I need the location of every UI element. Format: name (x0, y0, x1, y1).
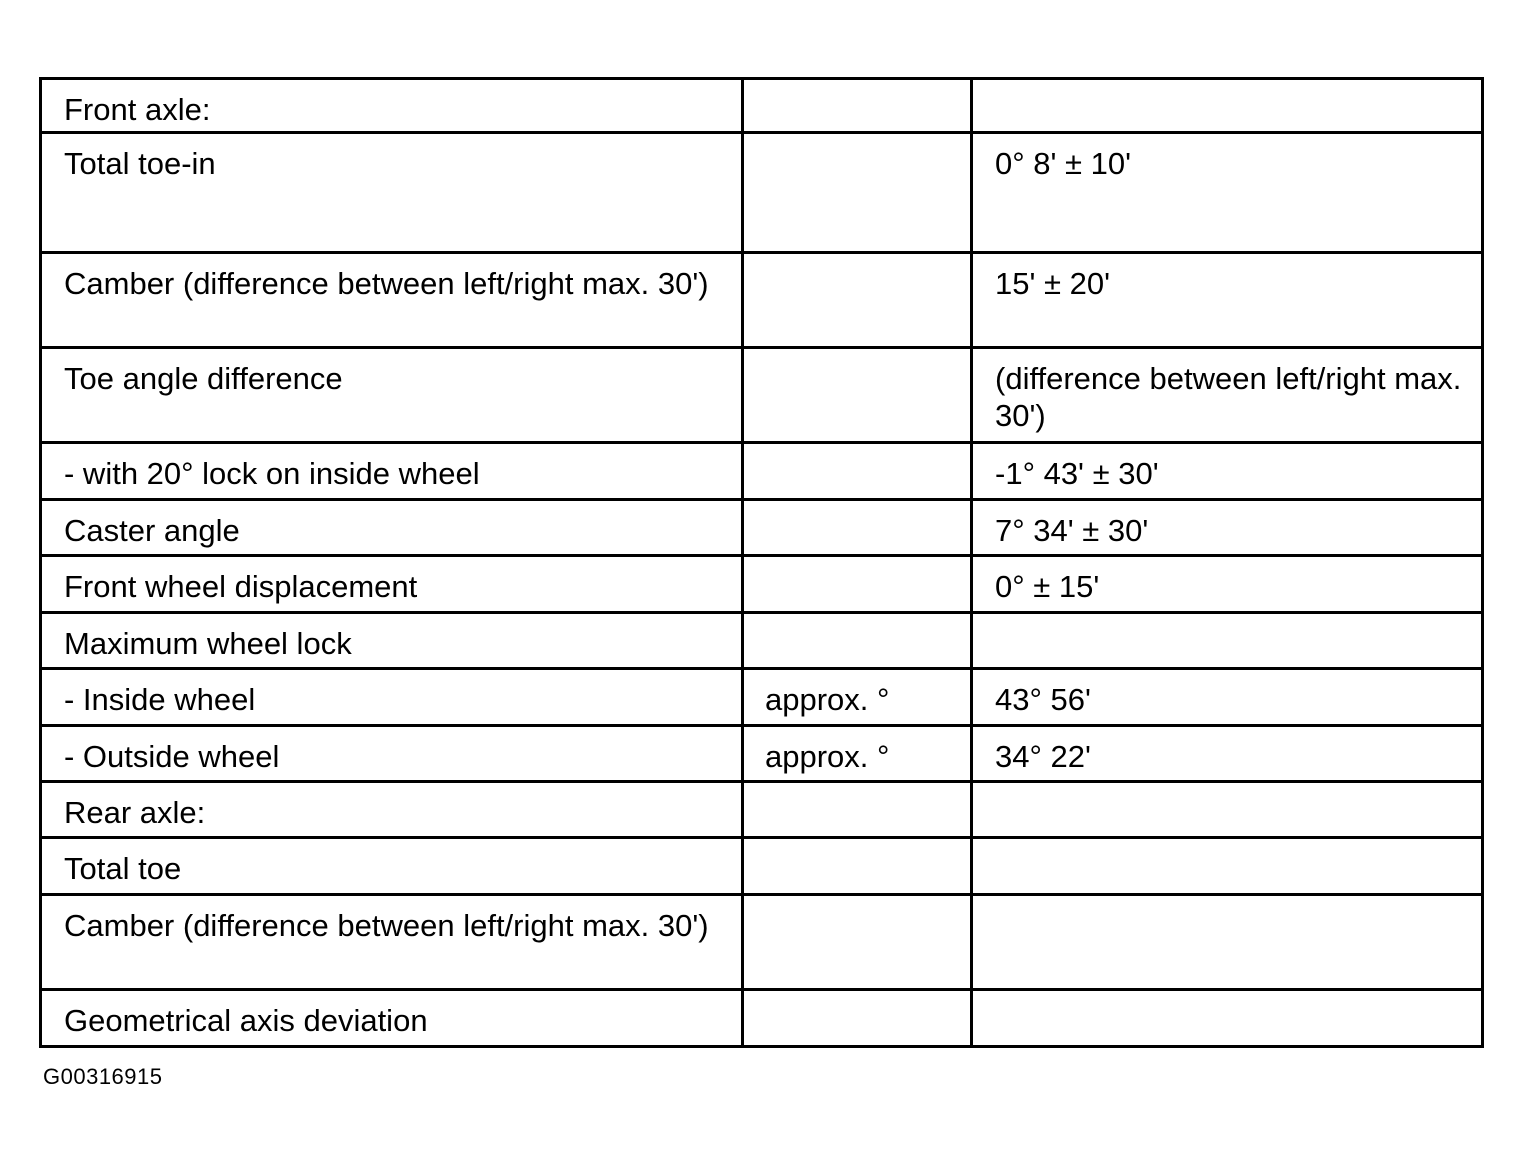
spec-label-cell: Camber (difference between left/right max. 30') (41, 253, 743, 348)
spec-label-cell: Total toe-in (41, 133, 743, 253)
spec-qualifier-cell: approx. ° (743, 726, 972, 782)
table-row (41, 726, 1483, 782)
spec-label-cell: Maximum wheel lock (41, 613, 743, 669)
table-row (41, 133, 1483, 253)
spec-value-cell: 0° 8' ± 10' (972, 133, 1483, 253)
table-row (41, 348, 1483, 443)
spec-value-cell (972, 895, 1483, 990)
spec-label-cell: Front wheel displacement (41, 556, 743, 613)
table-row (41, 838, 1483, 895)
table-row (41, 782, 1483, 838)
figure-reference-code: G00316915 (43, 1064, 163, 1089)
spec-qualifier-cell (743, 79, 972, 133)
spec-label-cell: - with 20° lock on inside wheel (41, 443, 743, 500)
spec-value-cell: 7° 34' ± 30' (972, 500, 1483, 556)
spec-label-cell: - Inside wheel (41, 669, 743, 726)
table-row (41, 990, 1483, 1047)
table-row (41, 500, 1483, 556)
spec-qualifier-cell (743, 500, 972, 556)
spec-label-cell: Camber (difference between left/right max. 30') (41, 895, 743, 990)
spec-qualifier-cell: approx. ° (743, 669, 972, 726)
spec-label-cell: Rear axle: (41, 782, 743, 838)
spec-label-cell: Caster angle (41, 500, 743, 556)
spec-label-cell: Front axle: (41, 79, 743, 133)
spec-value-cell (972, 838, 1483, 895)
spec-qualifier-cell (743, 348, 972, 443)
table-row (41, 613, 1483, 669)
spec-qualifier-cell (743, 613, 972, 669)
spec-label-cell: Total toe (41, 838, 743, 895)
spec-qualifier-cell (743, 782, 972, 838)
spec-value-cell: 0° ± 15' (972, 556, 1483, 613)
table-row (41, 895, 1483, 990)
table-row (41, 79, 1483, 133)
spec-value-cell (972, 613, 1483, 669)
table-row (41, 443, 1483, 500)
spec-value-cell: 15' ± 20' (972, 253, 1483, 348)
table-row (41, 556, 1483, 613)
spec-value-cell (972, 79, 1483, 133)
table-row (41, 253, 1483, 348)
spec-value-cell: 43° 56' (972, 669, 1483, 726)
spec-label-cell: - Outside wheel (41, 726, 743, 782)
spec-qualifier-cell (743, 253, 972, 348)
spec-value-cell: (difference between left/right max. 30') (972, 348, 1483, 443)
wheel-alignment-spec-table (39, 77, 1484, 1048)
spec-qualifier-cell (743, 990, 972, 1047)
spec-value-cell: 34° 22' (972, 726, 1483, 782)
spec-label-cell: Geometrical axis deviation (41, 990, 743, 1047)
table-row (41, 669, 1483, 726)
spec-value-cell (972, 990, 1483, 1047)
spec-qualifier-cell (743, 133, 972, 253)
spec-value-cell: -1° 43' ± 30' (972, 443, 1483, 500)
spec-qualifier-cell (743, 556, 972, 613)
spec-qualifier-cell (743, 838, 972, 895)
spec-qualifier-cell (743, 443, 972, 500)
spec-label-cell: Toe angle difference (41, 348, 743, 443)
spec-qualifier-cell (743, 895, 972, 990)
spec-value-cell (972, 782, 1483, 838)
